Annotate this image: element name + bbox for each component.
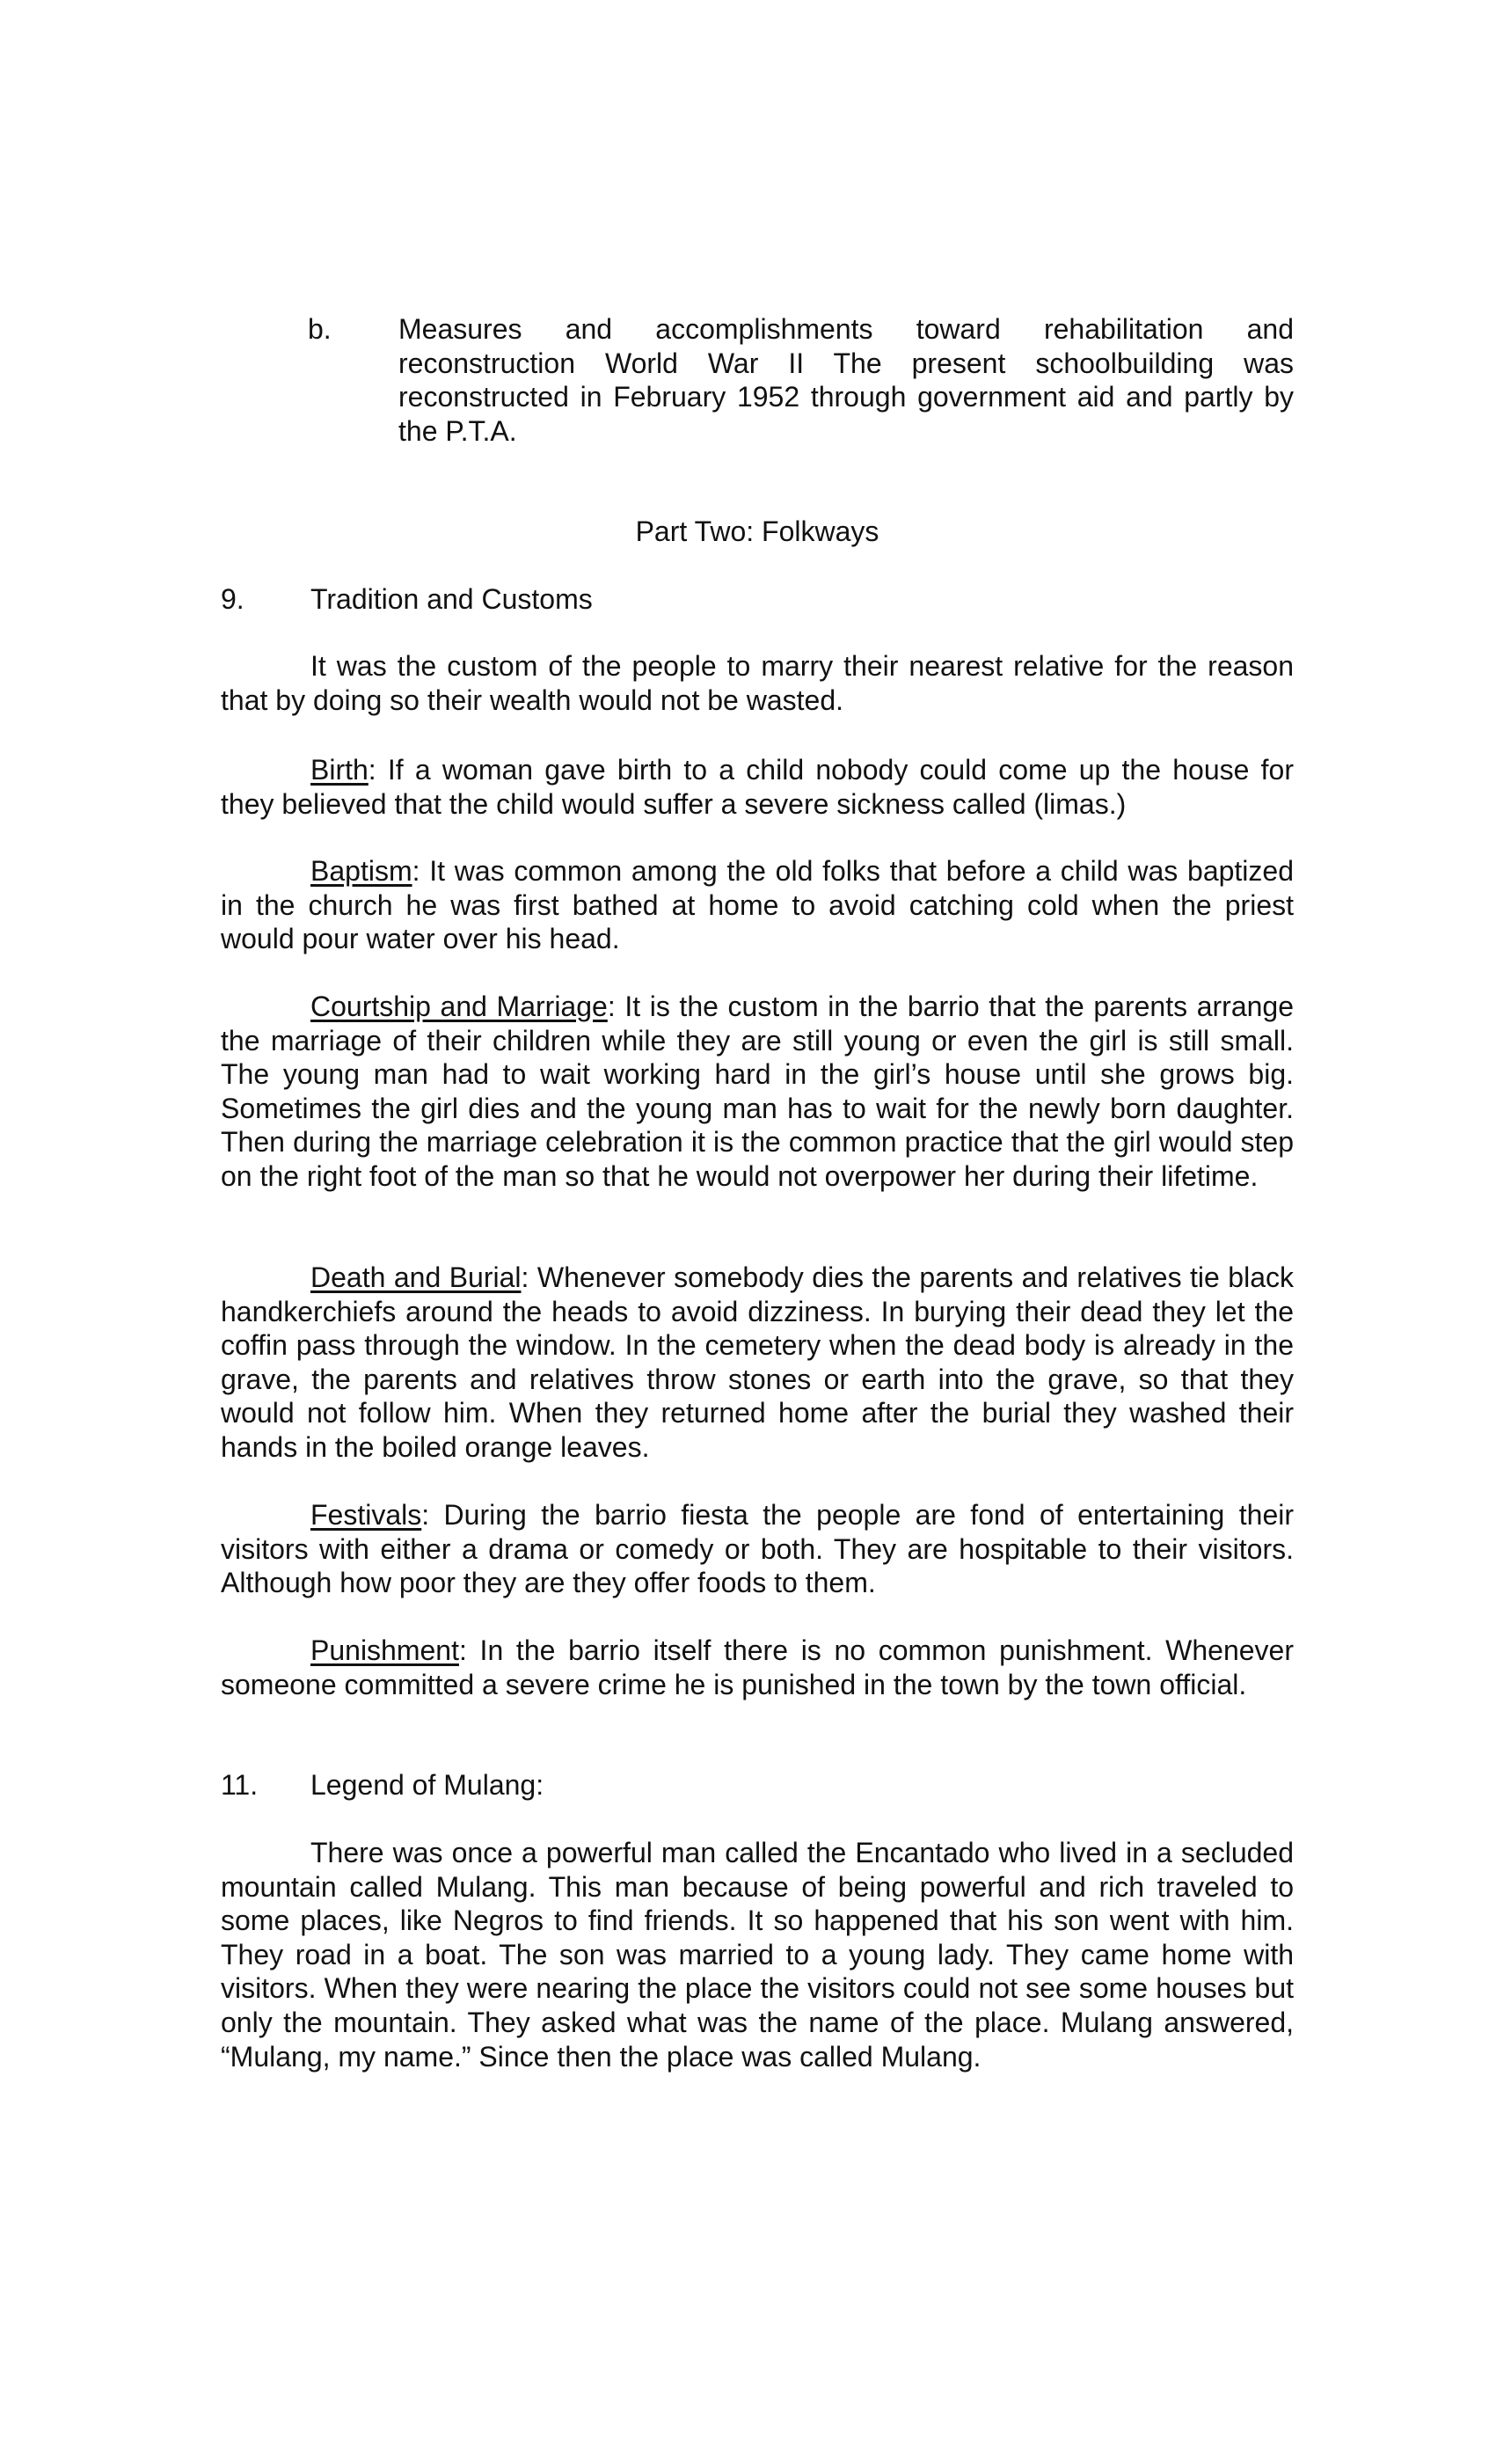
- custom-birth: [221, 753, 1294, 821]
- custom-heading: Festivals: [310, 1499, 422, 1531]
- item-11-number: 11.: [221, 1769, 259, 1801]
- custom-baptism: [221, 854, 1294, 956]
- custom-festivals: [221, 1498, 1294, 1600]
- custom-punishment: [221, 1634, 1294, 1701]
- item-9-number: 9.: [221, 583, 244, 615]
- custom-text: : It was common among the old folks that before a child was baptized in the church he was first bathed at home to avoid catching cold when the priest would pour water over his head.: [221, 855, 1294, 955]
- custom-text: : It is the custom in the barrio that the parents arrange the marriage of their children while they are still young or even the girl is still small. The young man had to wait working hard in the girl’s house until she grows big. Sometimes the girl dies and the young man has to wait for the newly born daughter. Then during the marriage celebration it is the common practice that the girl would step on the right foot of the man so that he would not overpower her during their lifetime.: [221, 991, 1295, 1192]
- section-b-text: Measures and accomplishments toward rehabilitation and reconstruction World War II The present schoolbuilding was reconstructed in February 1952 through government aid and partly by the P.T.A.: [398, 313, 1294, 447]
- item-9-title: Tradition and Customs: [310, 583, 593, 615]
- custom-heading: Courtship and Marriage: [310, 991, 608, 1022]
- custom-text: : Whenever somebody dies the parents and relatives tie black handkerchiefs around the heads to avoid dizziness. In burying their dead they let the coffin pass through the window. In the cemetery when the dead body is already in the grave, the parents and relatives throw stones or earth into the grave, so that they would not follow him. When they returned home after the burial they washed their hands in the boiled orange leaves.: [221, 1261, 1295, 1463]
- section-b-label: b.: [308, 313, 332, 345]
- part-heading: Part Two: Folkways: [635, 515, 879, 547]
- legend-paragraph: There was once a powerful man called the Encantado who lived in a secluded mountain called Mulang. This man because of being powerful and rich traveled to some places, like Negros to find friends. It so happened that his son went with him. They road in a boat. The son was married to a young lady. They came home with visitors. When they were nearing the place the visitors could not see some houses but only the mountain. They asked what was the name of the place. Mulang answered, “Mulang, my name.” Since then the place was called Mulang.: [221, 1837, 1294, 2073]
- custom-text: : In the barrio itself there is no common punishment. Whenever someone committed a severe crime he is punished in the town by the town official.: [221, 1634, 1294, 1700]
- custom-heading: Baptism: [310, 855, 412, 887]
- custom-heading: Death and Burial: [310, 1261, 522, 1293]
- custom-text: : During the barrio fiesta the people are fond of entertaining their visitors with either a drama or comedy or both. They are hospitable to their visitors. Although how poor they are they offer foods to them.: [221, 1499, 1294, 1599]
- item-11-title: Legend of Mulang:: [310, 1769, 544, 1801]
- intro-paragraph: It was the custom of the people to marry their nearest relative for the reason that by doing so their wealth would not be wasted.: [221, 650, 1294, 716]
- custom-courtship-marriage: [221, 990, 1294, 1194]
- custom-death-burial: [221, 1261, 1294, 1465]
- custom-text: : If a woman gave birth to a child nobody could come up the house for they believed that the child would suffer a severe sickness called (limas.): [221, 754, 1294, 820]
- custom-heading: Punishment: [310, 1634, 459, 1666]
- custom-heading: Birth: [310, 754, 369, 786]
